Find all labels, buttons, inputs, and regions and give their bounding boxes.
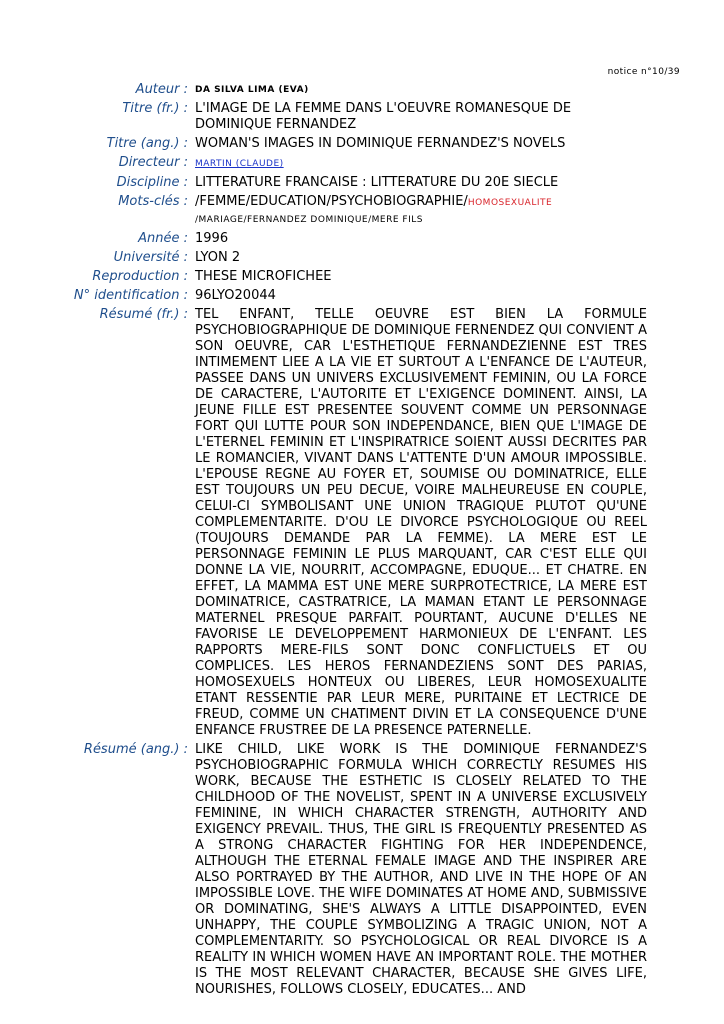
titre-ang-value: WOMAN'S IMAGES IN DOMINIQUE FERNANDEZ'S NOVELS <box>195 136 566 151</box>
identification-label: N° identification : <box>73 288 188 303</box>
resume-fr-value: TEL ENFANT, TELLE OEUVRE EST BIEN LA FORMULE PSYCHOBIOGRAPHIQUE DE DOMINIQUE FERNENDEZ QUI CONVIENT A SON OEUVRE, CAR L'ESTHETIQUE FERNANDEZIENNE EST TRES INTIMEMENT LIEE A LA VIE ET SURTOUT A L'ENFANCE DE L'AUTEUR, PASSEE DANS UN UNIVERS EXCLUSIVEMENT FEMININ, OU LA FORCE DE CARACTERE, L'AUTORITE ET L'EXIGENCE DOMINENT. AINSI, LA JEUNE FILLE EST PRESENTEE SOUVENT COMME UN PERSONNAGE FORT QUI LUTTE POUR SON INDEPENDANCE, BIEN QUE L'IMAGE DE L'ETERNEL FEMININ ET L'INSPIRATRICE SOIENT AUSSI DECRITES PAR LE ROMANCIER, VIVANT DANS L'ATTENTE D'UN AMOUR IMPOSSIBLE. L'EPOUSE REGNE AU FOYER ET, SOUMISE OU DOMINATRICE, ELLE EST TOUJOURS UN PEU DECUE, VOIRE MALHEUREUSE EN COUPLE, CELUI-CI SYMBOLISANT UNE UNION TRAGIQUE PLUTOT QU'UNE COMPLEMENTARITE. D'OU LE DIVORCE PSYCHOLOGIQUE OU REEL (TOUJOURS DEMANDE PAR LA FEMME). LA MERE EST LE PERSONNAGE FEMININ LE PLUS MARQUANT, CAR C'EST ELLE QUI DONNE LA VIE, NOURRIT, ACCOMPAGNE, EDUQUE... ET CHATRE. EN EFFET, LA MAMMA EST UNE MERE SURPROTECTRICE, LA MERE EST DOMINATRICE, CASTRATRICE, LA MAMAN ETANT LE PERSONNAGE MATERNEL PRESQUE PARFAIT. POURTANT, AUCUNE D'ELLES NE FAVORISE LE DEVELOPPEMENT HARMONIEUX DE L'ENFANT. LES RAPPORTS MERE-FILS SONT DONC CONFLICTUELS ET OU COMPLICES. LES HEROS FERNANDEZIENS SONT DES PARIAS, HOMOSEXUELS HONTEUX OU LIBERES, LEUR HOMOSEXUALITE ETANT RESSENTIE PAR LEUR MERE, PURITAINE ET LECTRICE DE FREUD, COMME UN CHATIMENT DIVIN ET LA CONSEQUENCE D'UNE ENFANCE FRUSTREE DE LA PRESENCE PATERNELLE. <box>195 307 647 738</box>
field-directeur <box>0 155 724 172</box>
reproduction-label: Reproduction : <box>92 269 188 284</box>
mots-cles-highlight: HOMOSEXUALITE <box>467 198 553 208</box>
auteur-label: Auteur : <box>135 82 188 97</box>
directeur-cell <box>195 155 647 172</box>
field-titre-ang <box>0 136 724 152</box>
field-universite <box>0 250 724 266</box>
titre-ang-label: Titre (ang.) : <box>106 136 188 151</box>
field-reproduction <box>0 269 724 285</box>
identification-value: 96LYO20044 <box>195 288 276 303</box>
field-resume-ang <box>0 742 724 998</box>
field-discipline <box>0 175 724 191</box>
titre-fr-value: L'IMAGE DE LA FEMME DANS L'OEUVRE ROMANESQUE DE DOMINIQUE FERNANDEZ <box>195 101 572 132</box>
field-identification <box>0 288 724 304</box>
mots-cles-main: /FEMME/EDUCATION/PSYCHOBIOGRAPHIE/ <box>195 194 468 209</box>
directeur-label: Directeur : <box>118 155 188 170</box>
mots-cles-value <box>195 194 647 228</box>
discipline-label: Discipline : <box>116 175 188 190</box>
directeur-link[interactable]: MARTIN (CLAUDE) <box>195 159 284 169</box>
titre-fr-label: Titre (fr.) : <box>122 101 188 116</box>
annee-value: 1996 <box>195 231 229 246</box>
field-auteur <box>0 82 724 98</box>
resume-ang-value: LIKE CHILD, LIKE WORK IS THE DOMINIQUE FERNANDEZ'S PSYCHOBIOGRAPHIC FORMULA WHICH CORRECTLY RESUMES HIS WORK, BECAUSE THE ESTHETIC IS CLOSELY RELATED TO THE CHILDHOOD OF THE NOVELIST, SPENT IN A UNIVERSE EXCLUSIVELY FEMININE, IN WHICH CHARACTER STRENGTH, AUTHORITY AND EXIGENCY PREVAIL. THUS, THE GIRL IS FREQUENTLY PRESENTED AS A STRONG CHARACTER FIGHTING FOR HER INDEPENDENCE, ALTHOUGH THE ETERNAL FEMALE IMAGE AND THE INSPIRER ARE ALSO PORTRAYED BY THE AUTHOR, AND LIVE IN THE HOPE OF AN IMPOSSIBLE LOVE. THE WIFE DOMINATES AT HOME AND, SUBMISSIVE OR DOMINATING, SHE'S ALWAYS A LITTLE DISAPPOINTED, EVEN UNHAPPY, THE COUPLE SYMBOLIZING A TRAGIC UNION, NOT A COMPLEMENTARITY. SO PSYCHOLOGICAL OR REAL DIVORCE IS A REALITY IN WHICH WOMEN HAVE AN IMPORTANT ROLE. THE MOTHER IS THE MOST RELEVANT CHARACTER, BECAUSE SHE GIVES LIFE, NOURISHES, FOLLOWS CLOSELY, EDUCATES... AND <box>195 742 647 997</box>
field-resume-fr <box>0 307 724 739</box>
annee-label: Année : <box>138 231 188 246</box>
field-annee <box>0 231 724 247</box>
notice-number: notice n°10/39 <box>607 67 680 77</box>
field-titre-fr <box>0 101 724 133</box>
field-mots-cles <box>0 194 724 228</box>
universite-label: Université : <box>113 250 188 265</box>
thesis-record <box>0 82 724 1001</box>
auteur-value: DA SILVA LIMA (EVA) <box>195 85 309 95</box>
universite-value: LYON 2 <box>195 250 241 265</box>
discipline-value: LITTERATURE FRANCAISE : LITTERATURE DU 20E SIECLE <box>195 175 559 190</box>
mots-cles-label: Mots-clés : <box>118 194 188 209</box>
reproduction-value: THESE MICROFICHEE <box>195 269 332 284</box>
resume-ang-label: Résumé (ang.) : <box>83 742 188 757</box>
resume-fr-label: Résumé (fr.) : <box>99 307 188 322</box>
mots-cles-rest: /MARIAGE/FERNANDEZ DOMINIQUE/MERE FILS <box>195 215 423 225</box>
